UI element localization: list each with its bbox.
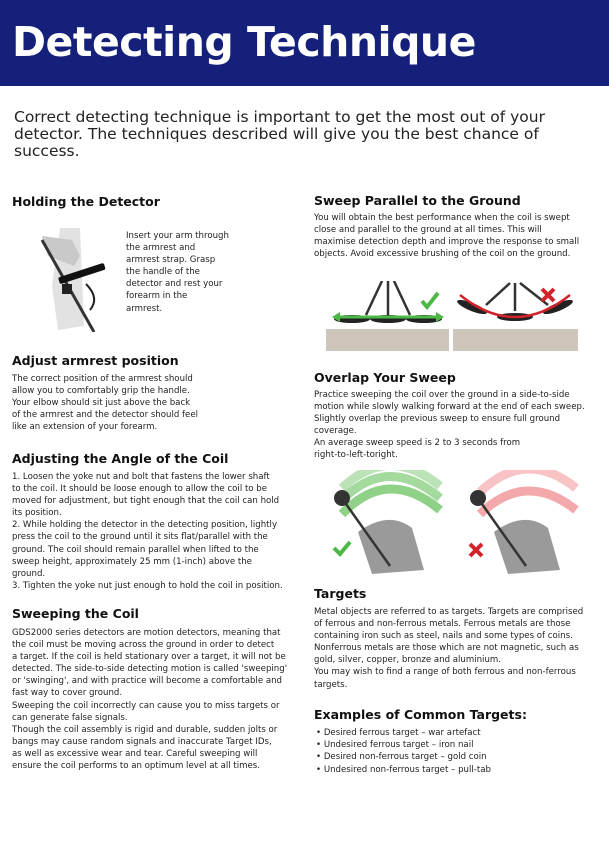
holding-heading: Holding the Detector (12, 194, 160, 209)
page-title: Detecting Technique (12, 18, 476, 66)
intro-text: Correct detecting technique is important to get the most out of your detector. The techniques described will give you the best chance of success. (14, 108, 545, 160)
sweeping-text: GDS2000 series detectors are motion detectors, meaning that the coil must be moving across the ground in order to detect a target. If the coil is held stationary over a target, it will not be detected. The side-to-side detecting motion is called 'sweeping' or 'swinging', and with practice will become a comfortable and fast way to cover ground. Sweeping the coil incorrectly can cause you to miss targets or can generate false signals. Though the coil assembly is rigid and durable, sudden jolts or bangs may cause random signals and inaccurate Target IDs, as well as excessive wear and tear. Careful sweeping will ensure the coil performs to an optimum level at all times. (12, 628, 288, 772)
examples-heading: Examples of Common Targets: (314, 707, 527, 722)
parallel-text: You will obtain the best performance when the coil is swept close and parallel to the ground at all times. This will maximise detection depth and improve the response to small objects. Avoid excessive brushing of the coil on the ground. (314, 213, 580, 260)
parallel-sweep-illustration (326, 281, 578, 353)
parallel-heading: Sweep Parallel to the Ground (314, 193, 521, 208)
targets-heading: Targets (314, 586, 367, 601)
overlap-heading: Overlap Your Sweep (314, 370, 456, 385)
list-item: • Desired non-ferrous target – gold coin (316, 751, 491, 763)
title-banner (0, 0, 609, 86)
overlap-text: Practice sweeping the coil over the ground in a side-to-side motion while slowly walking forward at the end of each sweep. Slightly overlap the previous sweep to ensure full ground coverage. An average sweep speed is 2 to 3 seconds from right-to-left-toright. (314, 390, 585, 461)
armrest-heading: Adjust armrest position (12, 353, 179, 368)
overlap-bad-illustration (464, 470, 590, 582)
holding-detector-illustration (28, 226, 114, 332)
targets-text: Metal objects are referred to as targets. Targets are comprised of ferrous and non-ferrous metals. Ferrous metals are those containing iron such as steel, nails and some types of coins. Nonferrous metals are those which are not magnetic, such as gold, silver, copper, bronze and aluminium. You may wish to find a range of both ferrous and non-ferrous targets. (314, 607, 584, 690)
armrest-text: The correct position of the armrest should allow you to comfortably grip the handle. Your elbow should sit just above the back of the armrest and the detector should feel like an extension of your forearm. (12, 374, 199, 433)
overlap-good-illustration (328, 470, 454, 582)
angle-heading: Adjusting the Angle of the Coil (12, 451, 229, 466)
list-item: • Undesired ferrous target – iron nail (316, 739, 491, 751)
examples-list (316, 727, 491, 776)
list-item: • Desired ferrous target – war artefact (316, 727, 491, 739)
sweeping-heading: Sweeping the Coil (12, 606, 139, 621)
list-item: • Undesired non-ferrous target – pull-tab (316, 764, 491, 776)
angle-text: 1. Loosen the yoke nut and bolt that fastens the lower shaft to the coil. It should be loose enough to allow the coil to be moved for adjustment, but tight enough that the coil can hold its position. 2. While holding the detector in the detecting position, lightly press the coil to the ground until it sits flat/parallel with the ground. The coil should remain parallel when lifted to the sweep height, approximately 25 mm (1-inch) above the ground. 3. Tighten the yoke nut just enough to hold the coil in position. (12, 472, 283, 591)
holding-text: Insert your arm through the armrest and armrest strap. Grasp the handle of the detector and rest your forearm in the armrest. (126, 231, 229, 314)
